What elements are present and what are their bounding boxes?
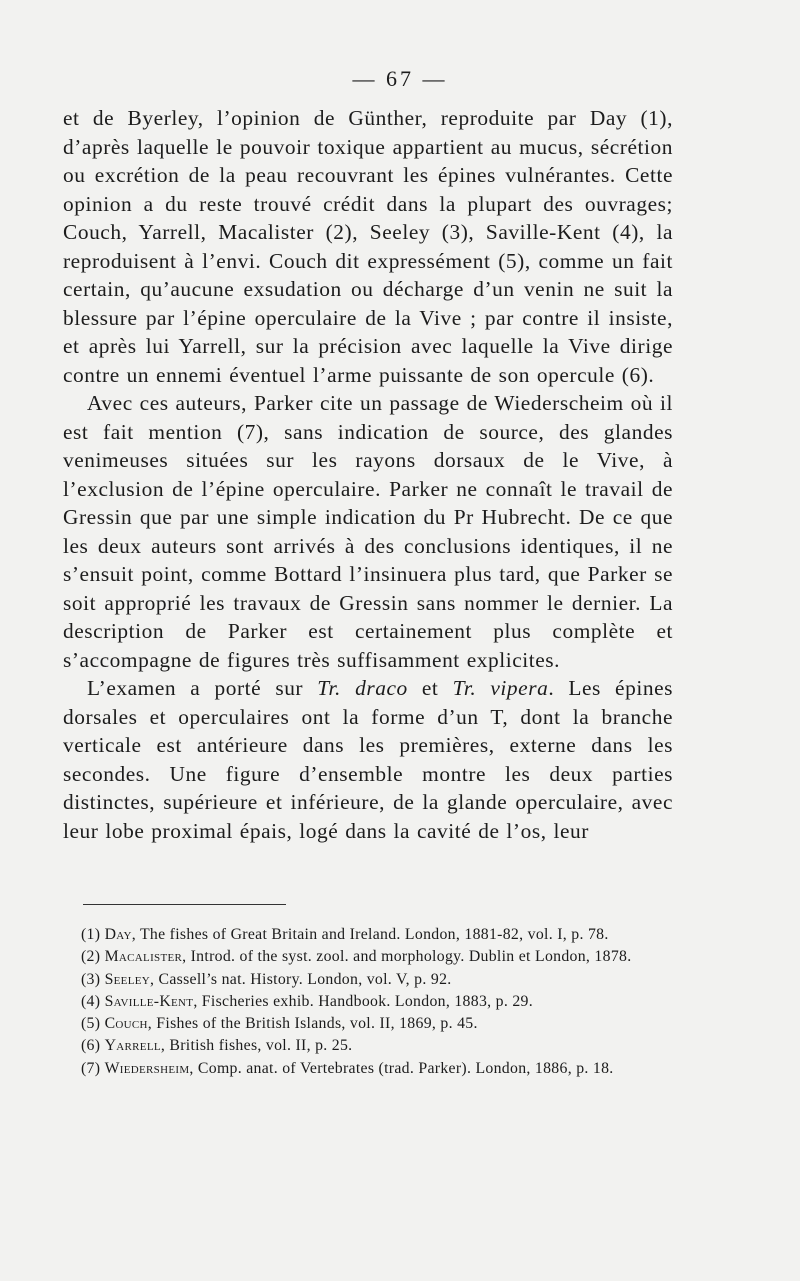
paragraph-3-joiner: et: [407, 676, 453, 700]
footnote-mark: (2): [81, 948, 101, 966]
footnote-text: , Introd. of the syst. zool. and morphology. Dublin et London, 1878.: [182, 948, 632, 966]
footnote-mark: (1): [81, 926, 101, 943]
paragraph-3: [63, 674, 673, 845]
footnote: [63, 1058, 673, 1080]
footnotes: [63, 924, 673, 1080]
footnote-text: , British fishes, vol. II, p. 25.: [160, 1037, 353, 1055]
footnote-mark: (4): [81, 992, 101, 1010]
footnote-text: , Fishes of the British Islands, vol. II, 1869, p. 45.: [147, 1015, 478, 1033]
paragraph-3-start: L’examen a porté sur: [87, 676, 318, 700]
footnote-text: , Fischeries exhib. Handbook. London, 1883, p. 29.: [193, 992, 533, 1010]
paragraph-1: et de Byerley, l’opinion de Günther, reproduite par Day (1), d’après laquelle le pouvoir toxique appartient au mucus, sécrétion ou excrétion de la peau recouvrant les épines vulnérantes. Cette opinion a du reste trouvé crédit dans la plupart des ouvrages; Couch, Yarrell, Macalister (2), Seeley (3), Saville-Kent (4), la reproduisent à l’envi. Couch dit expressément (5), comme un fait certain, qu’aucune exsudation ou décharge d’un venin ne suit la blessure par l’épine operculaire de la Vive ; par contre il insiste, et après lui Yarrell, sur la précision avec laquelle la Vive dirige contre un ennemi éventuel l’arme puissante de son opercule (6).: [63, 106, 673, 387]
footnote: [63, 1013, 673, 1035]
species-draco: Tr. draco: [317, 676, 408, 700]
footnote-text: , Cassell’s nat. History. London, vol. V, p. 92.: [149, 970, 452, 988]
paragraph-2: Avec ces auteurs, Parker cite un passage de Wiederscheim où il est fait mention (7), sans indication de source, des glandes venimeuses situées sur les rayons dorsaux de le Vive, à l’exclusion de l’épine operculaire. Parker ne connaît le travail de Gressin que par une simple indication du Pr Hubrecht. De ce que les deux auteurs sont arrivés à des conclusions identiques, il ne s’ensuit point, comme Bottard l’insinuera plus tard, que Parker se soit approprié les travaux de Gressin sans nommer le dernier. La description de Parker est certainement plus complète et s’accompagne de figures très suffisamment explicites.: [63, 391, 673, 672]
footnote-author: Seeley: [104, 970, 150, 988]
body-text: [63, 104, 673, 845]
footnote-mark: (6): [81, 1037, 101, 1055]
footnote: [63, 1035, 673, 1057]
footnote: [63, 969, 673, 991]
footnote-mark: (3): [81, 970, 101, 988]
footnote-author: Couch: [104, 1015, 148, 1033]
footnote: [63, 924, 673, 946]
paragraph-3-rest: . Les épines dorsales et operculaires ont la forme d’un T, dont la branche verticale est antérieure dans les premières, externe dans les secondes. Une figure d’ensemble montre les deux parties distinctes, supérieure et inférieure, de la glande operculaire, avec leur lobe proximal épais, logé dans la cavité de l’os, leur: [63, 676, 673, 843]
footnote-author: Day: [104, 926, 132, 943]
footnote-text: , Comp. anat. of Vertebrates (trad. Parker). London, 1886, p. 18.: [189, 1059, 614, 1077]
footnote-mark: (7): [81, 1059, 101, 1077]
footnote-author: Saville-Kent: [104, 992, 194, 1010]
footnote-text: , The fishes of Great Britain and Ireland. London, 1881-82, vol. I, p. 78.: [131, 926, 609, 943]
footnote-divider: [83, 904, 286, 905]
species-vipera: Tr. vipera: [452, 676, 549, 700]
footnote-author: Wiedersheim: [104, 1059, 190, 1077]
footnote-author: Yarrell: [104, 1037, 161, 1055]
footnote: [63, 991, 673, 1013]
footnote: [63, 946, 673, 968]
page-number: — 67 —: [352, 66, 448, 91]
footnote-mark: (5): [81, 1015, 101, 1033]
footnote-author: Macalister: [104, 948, 183, 966]
